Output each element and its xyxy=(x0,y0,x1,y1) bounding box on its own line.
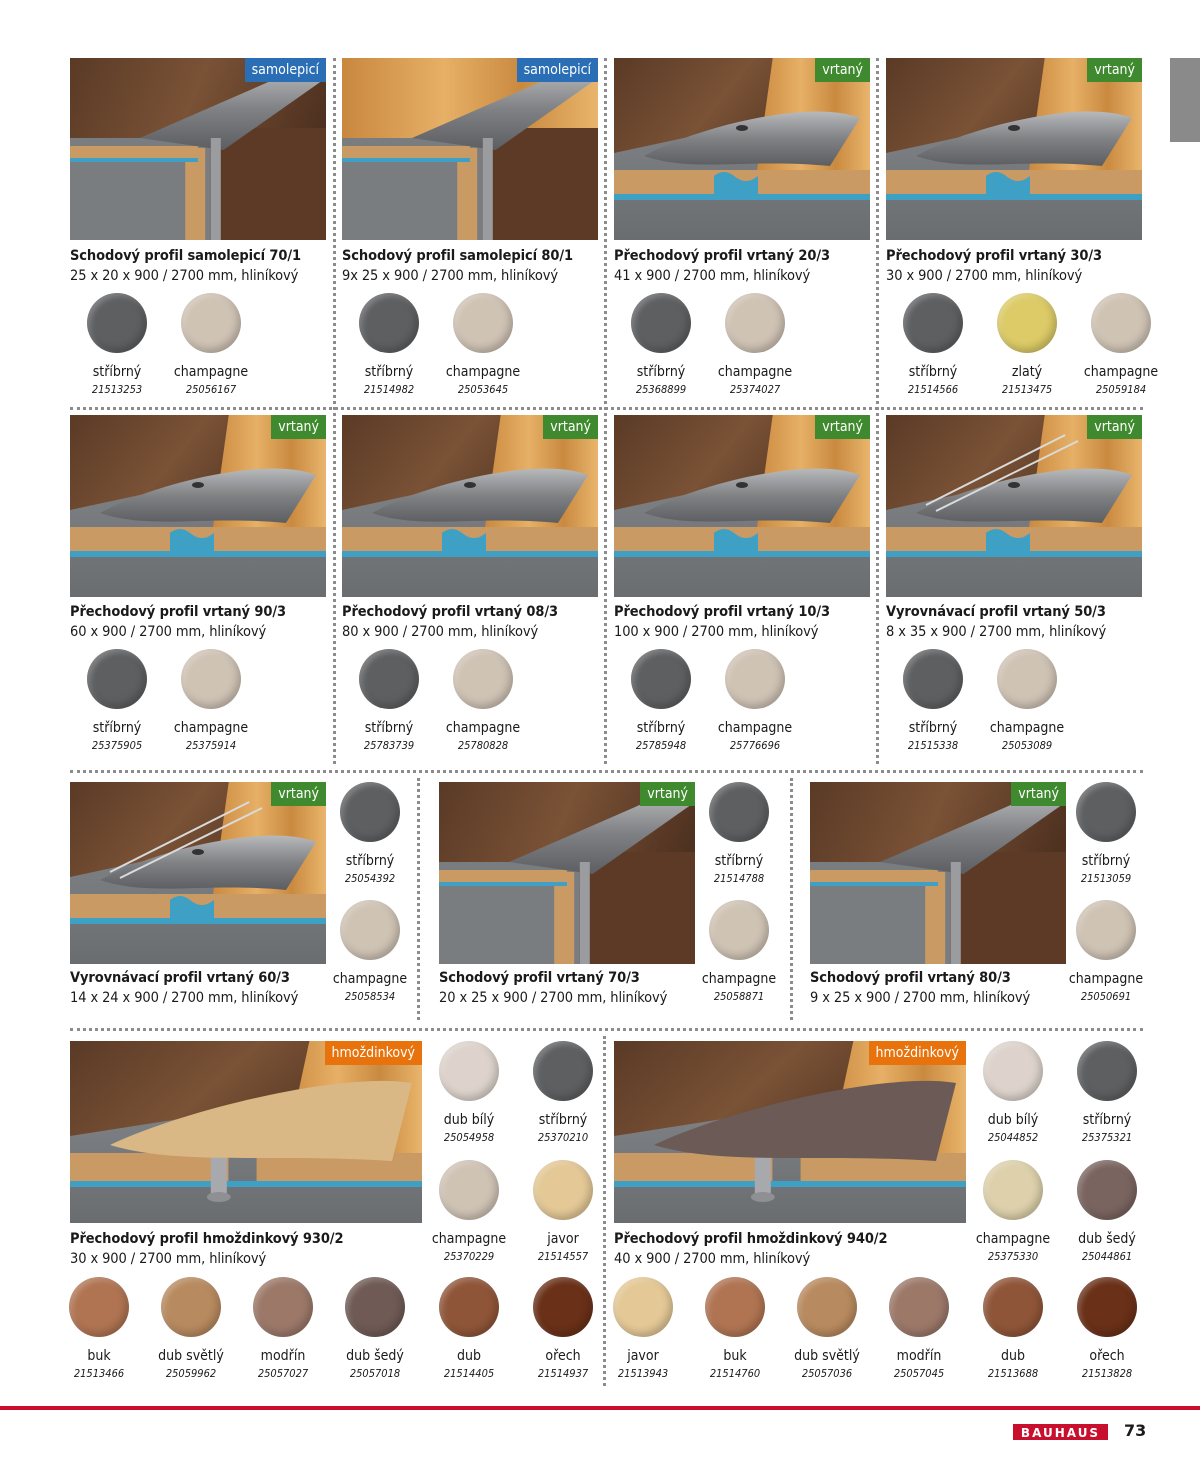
separator xyxy=(417,778,420,1020)
product-title: Přechodový profil vrtaný 90/3 xyxy=(70,604,286,620)
product-dimensions: 60 x 900 / 2700 mm, hliníkový xyxy=(70,624,267,640)
color-swatch xyxy=(1066,1041,1148,1145)
swatch-circle xyxy=(69,1277,129,1337)
color-swatch xyxy=(986,649,1068,753)
product-photo xyxy=(886,415,1142,597)
swatch-code: 25059962 xyxy=(165,1367,217,1380)
swatch-circle xyxy=(1091,293,1151,353)
swatch-circle xyxy=(705,1277,765,1337)
footer-rule xyxy=(0,1406,1200,1410)
swatch-circle xyxy=(453,293,513,353)
swatch-name: ořech xyxy=(545,1348,581,1364)
swatch-code: 21514557 xyxy=(537,1250,589,1263)
color-swatch xyxy=(892,649,974,753)
swatch-code: 25375330 xyxy=(987,1250,1039,1263)
swatch-name: dub bílý xyxy=(987,1112,1039,1128)
color-swatch xyxy=(76,293,158,397)
swatch-name: dub světlý xyxy=(794,1348,860,1364)
swatch-circle xyxy=(903,293,963,353)
swatch-name: champagne xyxy=(701,971,777,987)
swatch-circle xyxy=(87,649,147,709)
product-photo xyxy=(70,782,326,964)
swatch-circle xyxy=(359,293,419,353)
color-swatch xyxy=(522,1160,604,1264)
swatch-name: champagne xyxy=(445,364,521,380)
color-swatch xyxy=(694,1277,776,1381)
product-dimensions: 14 x 24 x 900 / 2700 mm, hliníkový xyxy=(70,990,299,1006)
swatch-circle xyxy=(453,649,513,709)
swatch-name: dub xyxy=(457,1348,481,1364)
swatch-circle xyxy=(1077,1160,1137,1220)
swatch-name: zlatý xyxy=(1011,364,1043,380)
swatch-circle xyxy=(533,1277,593,1337)
product-title: Přechodový profil hmoždinkový 940/2 xyxy=(614,1231,888,1247)
product-title: Schodový profil vrtaný 70/3 xyxy=(439,970,640,986)
swatch-circle xyxy=(613,1277,673,1337)
product-dimensions: 9 x 25 x 900 / 2700 mm, hliníkový xyxy=(810,990,1031,1006)
swatch-code: 25785948 xyxy=(635,739,687,752)
swatch-code: 21513253 xyxy=(91,383,143,396)
mounting-badge: vrtaný xyxy=(1087,415,1142,439)
product-photo xyxy=(614,1041,966,1223)
color-swatch xyxy=(428,1041,510,1145)
swatch-code: 25057045 xyxy=(893,1367,945,1380)
product-photo xyxy=(342,415,598,597)
swatch-code: 25374027 xyxy=(729,383,781,396)
swatch-circle xyxy=(253,1277,313,1337)
swatch-code: 21514566 xyxy=(907,383,959,396)
swatch-name: stříbrný xyxy=(92,720,142,736)
swatch-code: 25776696 xyxy=(729,739,781,752)
page-number: 73 xyxy=(1124,1421,1147,1440)
swatch-code: 25783739 xyxy=(363,739,415,752)
color-swatch xyxy=(329,900,411,1004)
swatch-name: modřín xyxy=(260,1348,306,1364)
mounting-badge: vrtaný xyxy=(1087,58,1142,82)
swatch-name: stříbrný xyxy=(1082,1112,1132,1128)
swatch-code: 21513688 xyxy=(987,1367,1039,1380)
color-swatch xyxy=(334,1277,416,1381)
swatch-name: champagne xyxy=(173,720,249,736)
mounting-badge: vrtaný xyxy=(640,782,695,806)
swatch-code: 25058871 xyxy=(713,990,765,1003)
product-photo xyxy=(614,58,870,240)
color-swatch xyxy=(698,782,780,886)
swatch-name: dub bílý xyxy=(443,1112,495,1128)
product-dimensions: 8 x 35 x 900 / 2700 mm, hliníkový xyxy=(886,624,1107,640)
color-swatch xyxy=(714,293,796,397)
swatch-code: 21513943 xyxy=(617,1367,669,1380)
product-title: Přechodový profil vrtaný 20/3 xyxy=(614,248,830,264)
product-photo xyxy=(342,58,598,240)
swatch-name: champagne xyxy=(332,971,408,987)
product-title: Přechodový profil hmoždinkový 930/2 xyxy=(70,1231,344,1247)
swatch-name: buk xyxy=(723,1348,747,1364)
product-dimensions: 100 x 900 / 2700 mm, hliníkový xyxy=(614,624,819,640)
swatch-name: javor xyxy=(547,1231,579,1247)
mounting-badge: vrtaný xyxy=(271,415,326,439)
product-title: Schodový profil vrtaný 80/3 xyxy=(810,970,1011,986)
separator xyxy=(876,58,879,764)
swatch-code: 25044852 xyxy=(987,1131,1039,1144)
color-swatch xyxy=(620,293,702,397)
swatch-circle xyxy=(1077,1277,1137,1337)
swatch-code: 21514788 xyxy=(713,872,765,885)
swatch-circle xyxy=(439,1160,499,1220)
product-dimensions: 40 x 900 / 2700 mm, hliníkový xyxy=(614,1251,811,1267)
separator xyxy=(604,58,607,764)
mounting-badge: vrtaný xyxy=(543,415,598,439)
swatch-circle xyxy=(181,649,241,709)
color-swatch xyxy=(1066,1160,1148,1264)
product-photo xyxy=(810,782,1066,964)
color-swatch xyxy=(522,1277,604,1381)
swatch-name: stříbrný xyxy=(714,853,764,869)
product-photo xyxy=(70,415,326,597)
swatch-circle xyxy=(439,1041,499,1101)
swatch-circle xyxy=(889,1277,949,1337)
swatch-code: 25370229 xyxy=(443,1250,495,1263)
swatch-name: stříbrný xyxy=(908,720,958,736)
swatch-code: 21514405 xyxy=(443,1367,495,1380)
color-swatch xyxy=(786,1277,868,1381)
swatch-circle xyxy=(359,649,419,709)
mounting-badge: vrtaný xyxy=(815,415,870,439)
product-dimensions: 41 x 900 / 2700 mm, hliníkový xyxy=(614,268,811,284)
swatch-circle xyxy=(725,293,785,353)
swatch-name: javor xyxy=(627,1348,659,1364)
swatch-circle xyxy=(340,782,400,842)
swatch-name: champagne xyxy=(975,1231,1051,1247)
swatch-circle xyxy=(631,649,691,709)
color-swatch xyxy=(714,649,796,753)
swatch-code: 21515338 xyxy=(907,739,959,752)
swatch-name: stříbrný xyxy=(1081,853,1131,869)
color-swatch xyxy=(986,293,1068,397)
swatch-circle xyxy=(439,1277,499,1337)
swatch-circle xyxy=(345,1277,405,1337)
swatch-circle xyxy=(181,293,241,353)
product-title: Přechodový profil vrtaný 30/3 xyxy=(886,248,1102,264)
color-swatch xyxy=(972,1041,1054,1145)
swatch-code: 25058534 xyxy=(344,990,396,1003)
product-dimensions: 30 x 900 / 2700 mm, hliníkový xyxy=(70,1251,267,1267)
swatch-circle xyxy=(1077,1041,1137,1101)
color-swatch xyxy=(620,649,702,753)
color-swatch xyxy=(1065,900,1147,1004)
swatch-name: dub xyxy=(1001,1348,1025,1364)
color-swatch xyxy=(348,293,430,397)
swatch-circle xyxy=(631,293,691,353)
color-swatch xyxy=(170,293,252,397)
swatch-name: stříbrný xyxy=(636,720,686,736)
swatch-name: champagne xyxy=(445,720,521,736)
swatch-circle xyxy=(533,1041,593,1101)
swatch-name: stříbrný xyxy=(364,720,414,736)
color-swatch xyxy=(972,1160,1054,1264)
swatch-name: champagne xyxy=(173,364,249,380)
color-swatch xyxy=(1080,293,1162,397)
mounting-badge: hmoždinkový xyxy=(869,1041,966,1065)
swatch-code: 25054392 xyxy=(344,872,396,885)
swatch-circle xyxy=(997,293,1057,353)
product-title: Přechodový profil vrtaný 08/3 xyxy=(342,604,558,620)
swatch-circle xyxy=(87,293,147,353)
color-swatch xyxy=(428,1277,510,1381)
swatch-circle xyxy=(1076,782,1136,842)
swatch-name: dub šedý xyxy=(1078,1231,1136,1247)
swatch-name: stříbrný xyxy=(92,364,142,380)
swatch-code: 25375914 xyxy=(185,739,237,752)
color-swatch xyxy=(602,1277,684,1381)
swatch-circle xyxy=(797,1277,857,1337)
swatch-name: dub světlý xyxy=(158,1348,224,1364)
product-photo xyxy=(70,58,326,240)
color-swatch xyxy=(170,649,252,753)
swatch-circle xyxy=(983,1041,1043,1101)
color-swatch xyxy=(428,1160,510,1264)
swatch-name: champagne xyxy=(989,720,1065,736)
separator xyxy=(70,1028,1143,1031)
swatch-code: 25368899 xyxy=(635,383,687,396)
swatch-name: dub šedý xyxy=(346,1348,404,1364)
color-swatch xyxy=(892,293,974,397)
chapter-tab xyxy=(1170,58,1200,142)
swatch-circle xyxy=(161,1277,221,1337)
mounting-badge: vrtaný xyxy=(271,782,326,806)
swatch-name: stříbrný xyxy=(908,364,958,380)
product-title: Schodový profil samolepicí 70/1 xyxy=(70,248,301,264)
product-title: Vyrovnávací profil vrtaný 60/3 xyxy=(70,970,290,986)
swatch-code: 21514937 xyxy=(537,1367,589,1380)
swatch-name: stříbrný xyxy=(636,364,686,380)
swatch-code: 21514982 xyxy=(363,383,415,396)
mounting-badge: vrtaný xyxy=(815,58,870,82)
color-swatch xyxy=(522,1041,604,1145)
color-swatch xyxy=(242,1277,324,1381)
color-swatch xyxy=(58,1277,140,1381)
product-title: Vyrovnávací profil vrtaný 50/3 xyxy=(886,604,1106,620)
swatch-code: 21513466 xyxy=(73,1367,125,1380)
product-dimensions: 20 x 25 x 900 / 2700 mm, hliníkový xyxy=(439,990,668,1006)
product-dimensions: 25 x 20 x 900 / 2700 mm, hliníkový xyxy=(70,268,299,284)
swatch-code: 25053089 xyxy=(1001,739,1053,752)
mounting-badge: hmoždinkový xyxy=(325,1041,422,1065)
product-photo xyxy=(70,1041,422,1223)
color-swatch xyxy=(150,1277,232,1381)
swatch-code: 25056167 xyxy=(185,383,237,396)
product-title: Schodový profil samolepicí 80/1 xyxy=(342,248,573,264)
swatch-code: 25057018 xyxy=(349,1367,401,1380)
separator xyxy=(790,778,793,1020)
swatch-name: stříbrný xyxy=(538,1112,588,1128)
swatch-code: 25057027 xyxy=(257,1367,309,1380)
swatch-code: 21513828 xyxy=(1081,1367,1133,1380)
swatch-code: 25053645 xyxy=(457,383,509,396)
color-swatch xyxy=(972,1277,1054,1381)
swatch-code: 25044861 xyxy=(1081,1250,1133,1263)
swatch-circle xyxy=(709,782,769,842)
swatch-circle xyxy=(983,1160,1043,1220)
color-swatch xyxy=(1065,782,1147,886)
swatch-name: champagne xyxy=(1068,971,1144,987)
product-photo xyxy=(886,58,1142,240)
swatch-circle xyxy=(340,900,400,960)
color-swatch xyxy=(329,782,411,886)
swatch-code: 25375905 xyxy=(91,739,143,752)
color-swatch xyxy=(348,649,430,753)
swatch-circle xyxy=(1076,900,1136,960)
separator xyxy=(333,58,336,764)
mounting-badge: samolepicí xyxy=(245,58,326,82)
swatch-name: buk xyxy=(87,1348,111,1364)
swatch-code: 25054958 xyxy=(443,1131,495,1144)
color-swatch xyxy=(442,649,524,753)
swatch-code: 25370210 xyxy=(537,1131,589,1144)
product-dimensions: 30 x 900 / 2700 mm, hliníkový xyxy=(886,268,1083,284)
product-dimensions: 80 x 900 / 2700 mm, hliníkový xyxy=(342,624,539,640)
mounting-badge: samolepicí xyxy=(517,58,598,82)
swatch-circle xyxy=(903,649,963,709)
swatch-code: 25780828 xyxy=(457,739,509,752)
swatch-code: 21513059 xyxy=(1080,872,1132,885)
swatch-code: 25375321 xyxy=(1081,1131,1133,1144)
swatch-name: stříbrný xyxy=(345,853,395,869)
mounting-badge: vrtaný xyxy=(1011,782,1066,806)
swatch-name: champagne xyxy=(717,720,793,736)
product-dimensions: 9x 25 x 900 / 2700 mm, hliníkový xyxy=(342,268,559,284)
color-swatch xyxy=(76,649,158,753)
color-swatch xyxy=(442,293,524,397)
swatch-name: stříbrný xyxy=(364,364,414,380)
product-photo xyxy=(439,782,695,964)
product-title: Přechodový profil vrtaný 10/3 xyxy=(614,604,830,620)
swatch-circle xyxy=(997,649,1057,709)
product-photo xyxy=(614,415,870,597)
swatch-circle xyxy=(725,649,785,709)
swatch-name: champagne xyxy=(1083,364,1159,380)
swatch-code: 25057036 xyxy=(801,1367,853,1380)
color-swatch xyxy=(698,900,780,1004)
swatch-code: 21513475 xyxy=(1001,383,1053,396)
swatch-name: ořech xyxy=(1089,1348,1125,1364)
swatch-code: 21514760 xyxy=(709,1367,761,1380)
separator xyxy=(70,770,1143,773)
swatch-circle xyxy=(533,1160,593,1220)
color-swatch xyxy=(878,1277,960,1381)
swatch-name: modřín xyxy=(896,1348,942,1364)
bauhaus-logo: BAUHAUS xyxy=(1013,1424,1108,1440)
swatch-name: champagne xyxy=(431,1231,507,1247)
swatch-circle xyxy=(983,1277,1043,1337)
color-swatch xyxy=(1066,1277,1148,1381)
swatch-code: 25050691 xyxy=(1080,990,1132,1003)
swatch-code: 25059184 xyxy=(1095,383,1147,396)
swatch-name: champagne xyxy=(717,364,793,380)
swatch-circle xyxy=(709,900,769,960)
